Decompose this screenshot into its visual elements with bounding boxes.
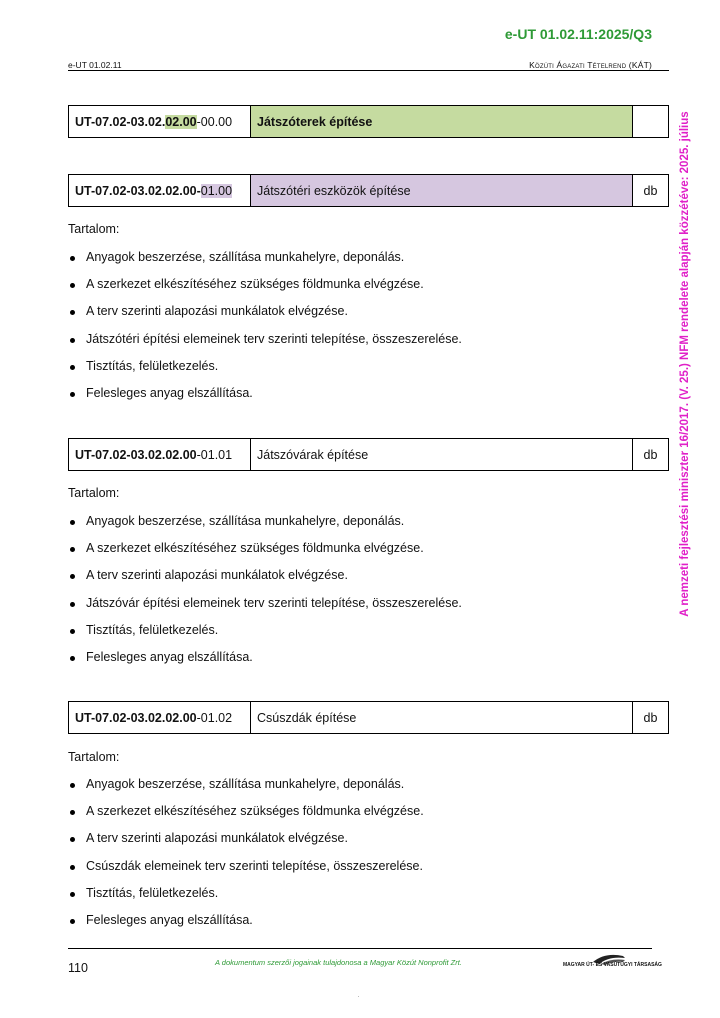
- list-item: Tisztítás, felületkezelés.: [68, 359, 462, 386]
- footer-rule: [68, 948, 652, 949]
- item-unit-3: db: [633, 702, 669, 734]
- scan-dot: [358, 996, 359, 997]
- bullet-icon: [70, 656, 75, 661]
- header-rule: [68, 70, 669, 71]
- list-item: Tisztítás, felületkezelés.: [68, 886, 424, 913]
- bullet-icon: [70, 892, 75, 897]
- top-item-title: Játszóterek építése: [251, 106, 633, 138]
- list-item: A terv szerinti alapozási munkálatok elvégzése.: [68, 568, 462, 595]
- list-item: Felesleges anyag elszállítása.: [68, 650, 462, 677]
- list-item: A terv szerinti alapozási munkálatok elvégzése.: [68, 304, 462, 331]
- item-title-1: Játszótéri eszközök építése: [251, 175, 633, 207]
- bullet-icon: [70, 810, 75, 815]
- bullet-list-1: [68, 250, 462, 413]
- bullet-icon: [70, 256, 75, 261]
- bullet-icon: [70, 365, 75, 370]
- item-code-1: UT-07.02-03.02.02.00-01.00: [69, 175, 251, 207]
- bullet-icon: [70, 547, 75, 552]
- list-item: A szerkezet elkészítéséhez szükséges földmunka elvégzése.: [68, 804, 424, 831]
- bullet-icon: [70, 602, 75, 607]
- document-code: e-UT 01.02.11:2025/Q3: [504, 26, 652, 42]
- company-logo-icon: [565, 950, 655, 972]
- item-table-3: [68, 701, 669, 734]
- header-right: Közúti Ágazati Tételrend (KÁT): [529, 60, 652, 70]
- header-left: e-UT 01.02.11: [68, 60, 122, 70]
- list-item: A terv szerinti alapozási munkálatok elvégzése.: [68, 831, 424, 858]
- list-item: Anyagok beszerzése, szállítása munkahelyre, deponálás.: [68, 777, 424, 804]
- bullet-icon: [70, 283, 75, 288]
- list-item: Anyagok beszerzése, szállítása munkahelyre, deponálás.: [68, 514, 462, 541]
- page-number: 110: [68, 961, 88, 975]
- copyright-note: A dokumentum szerzői jogainak tulajdonosa a Magyar Közút Nonprofit Zrt.: [215, 958, 462, 967]
- content-label-2: Tartalom:: [68, 486, 120, 500]
- list-item: Játszóvár építési elemeinek terv szerinti telepítése, összeszerelése.: [68, 596, 462, 623]
- item-code-2: UT-07.02-03.02.02.00-01.01: [69, 439, 251, 471]
- logo-text: MAGYAR ÚT- ÉS VASÚTÜGYI TÁRSASÁG: [563, 962, 662, 968]
- item-title-3: Csúszdák építése: [251, 702, 633, 734]
- bullet-icon: [70, 837, 75, 842]
- bullet-icon: [70, 392, 75, 397]
- list-item: Csúszdák elemeinek terv szerinti telepítése, összeszerelése.: [68, 859, 424, 886]
- list-item: A szerkezet elkészítéséhez szükséges földmunka elvégzése.: [68, 277, 462, 304]
- bullet-icon: [70, 865, 75, 870]
- item-title-2: Játszóvárak építése: [251, 439, 633, 471]
- content-label-3: Tartalom:: [68, 750, 120, 764]
- list-item: Anyagok beszerzése, szállítása munkahelyre, deponálás.: [68, 250, 462, 277]
- bullet-icon: [70, 520, 75, 525]
- bullet-list-2: [68, 514, 462, 677]
- top-item-code: UT-07.02-03.02.02.00-00.00: [69, 106, 251, 138]
- side-note: A nemzeti fejlesztési miniszter 16/2017. (V. 25.) NFM rendelete alapján közzétéve: 2025. július: [679, 111, 691, 617]
- bullet-icon: [70, 310, 75, 315]
- bullet-list-3: [68, 777, 424, 940]
- list-item: Felesleges anyag elszállítása.: [68, 913, 424, 940]
- content-label-1: Tartalom:: [68, 222, 120, 236]
- bullet-icon: [70, 574, 75, 579]
- list-item: Játszótéri építési elemeinek terv szerinti telepítése, összeszerelése.: [68, 332, 462, 359]
- item-code-3: UT-07.02-03.02.02.00-01.02: [69, 702, 251, 734]
- top-item-table: [68, 105, 669, 138]
- item-unit-2: db: [633, 439, 669, 471]
- bullet-icon: [70, 783, 75, 788]
- item-table-1: [68, 174, 669, 207]
- item-unit-1: db: [633, 175, 669, 207]
- bullet-icon: [70, 919, 75, 924]
- item-table-2: [68, 438, 669, 471]
- list-item: A szerkezet elkészítéséhez szükséges földmunka elvégzése.: [68, 541, 462, 568]
- list-item: Tisztítás, felületkezelés.: [68, 623, 462, 650]
- list-item: Felesleges anyag elszállítása.: [68, 386, 462, 413]
- bullet-icon: [70, 629, 75, 634]
- top-item-unit: [633, 106, 669, 138]
- bullet-icon: [70, 338, 75, 343]
